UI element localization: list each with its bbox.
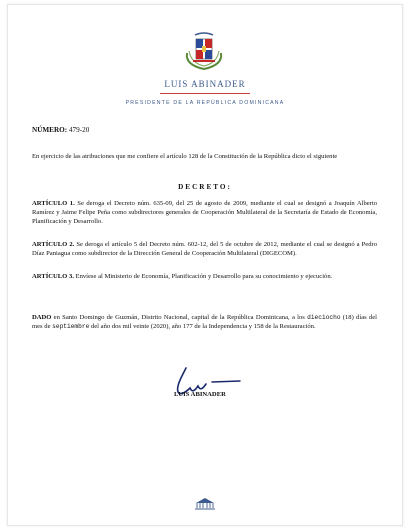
president-name-header: LUIS ABINADER [164, 79, 246, 89]
article-1-label: ARTÍCULO 1. [32, 200, 75, 207]
article-3-label: ARTÍCULO 3. [32, 273, 74, 280]
dado-day-word: dieciocho [307, 314, 341, 321]
dado-part2: (18) días del mes de [32, 314, 378, 330]
signatory-name: LUIS ABINADER [174, 391, 226, 398]
decree-number-value: 479-20 [68, 126, 90, 134]
president-title-header: PRESIDENTE DE LA REPÚBLICA DOMINICANA [125, 100, 285, 106]
article-2 [32, 240, 377, 258]
header-divider [160, 93, 250, 94]
dado-label: DADO [32, 314, 52, 321]
decree-number-label: NÚMERO: [32, 126, 68, 134]
coat-of-arms-seal [183, 29, 225, 71]
dado-month: septiembre [52, 323, 90, 330]
article-2-label: ARTÍCULO 2. [32, 241, 75, 248]
article-3 [32, 272, 377, 281]
article-1 [32, 199, 377, 226]
article-1-text: Se deroga el Decreto núm. 635-09, del 25 de agosto de 2009, mediante el cual se designó a Joaquín Alberto Ramírez y Jaime Felipe Peña como subdirectores generales de Cooperación Multilateral de la Secretaría de Estado de Economía, Planificación y Desarrollo. [32, 200, 377, 225]
article-2-text: Se deroga el artículo 5 del Decreto núm. 602-12, del 5 de octubre de 2012, mediante el cual se designó a Pedro Díaz Paniagua como subdirector de la Dirección General de Cooperación Multilateral (DIGECOM). [32, 241, 377, 257]
dado-paragraph [32, 313, 377, 331]
article-3-text: Envíese al Ministerio de Economía, Planificación y Desarrollo para su conocimiento y ejecución. [73, 273, 333, 280]
dado-part1: en Santo Domingo de Guzmán, Distrito Nacional, capital de la República Dominicana, a los [51, 314, 308, 321]
dado-part3: del año dos mil veinte (2020), año 177 de la Independencia y 158 de la Restauración. [89, 323, 316, 330]
footer-emblem-icon [193, 496, 217, 510]
decree-number [32, 126, 89, 134]
intro-paragraph: En ejercicio de las atribuciones que me confiere el artículo 128 de la Constitución de la República dicto el siguiente [32, 153, 338, 160]
decreto-heading: DECRETO: [178, 183, 232, 191]
